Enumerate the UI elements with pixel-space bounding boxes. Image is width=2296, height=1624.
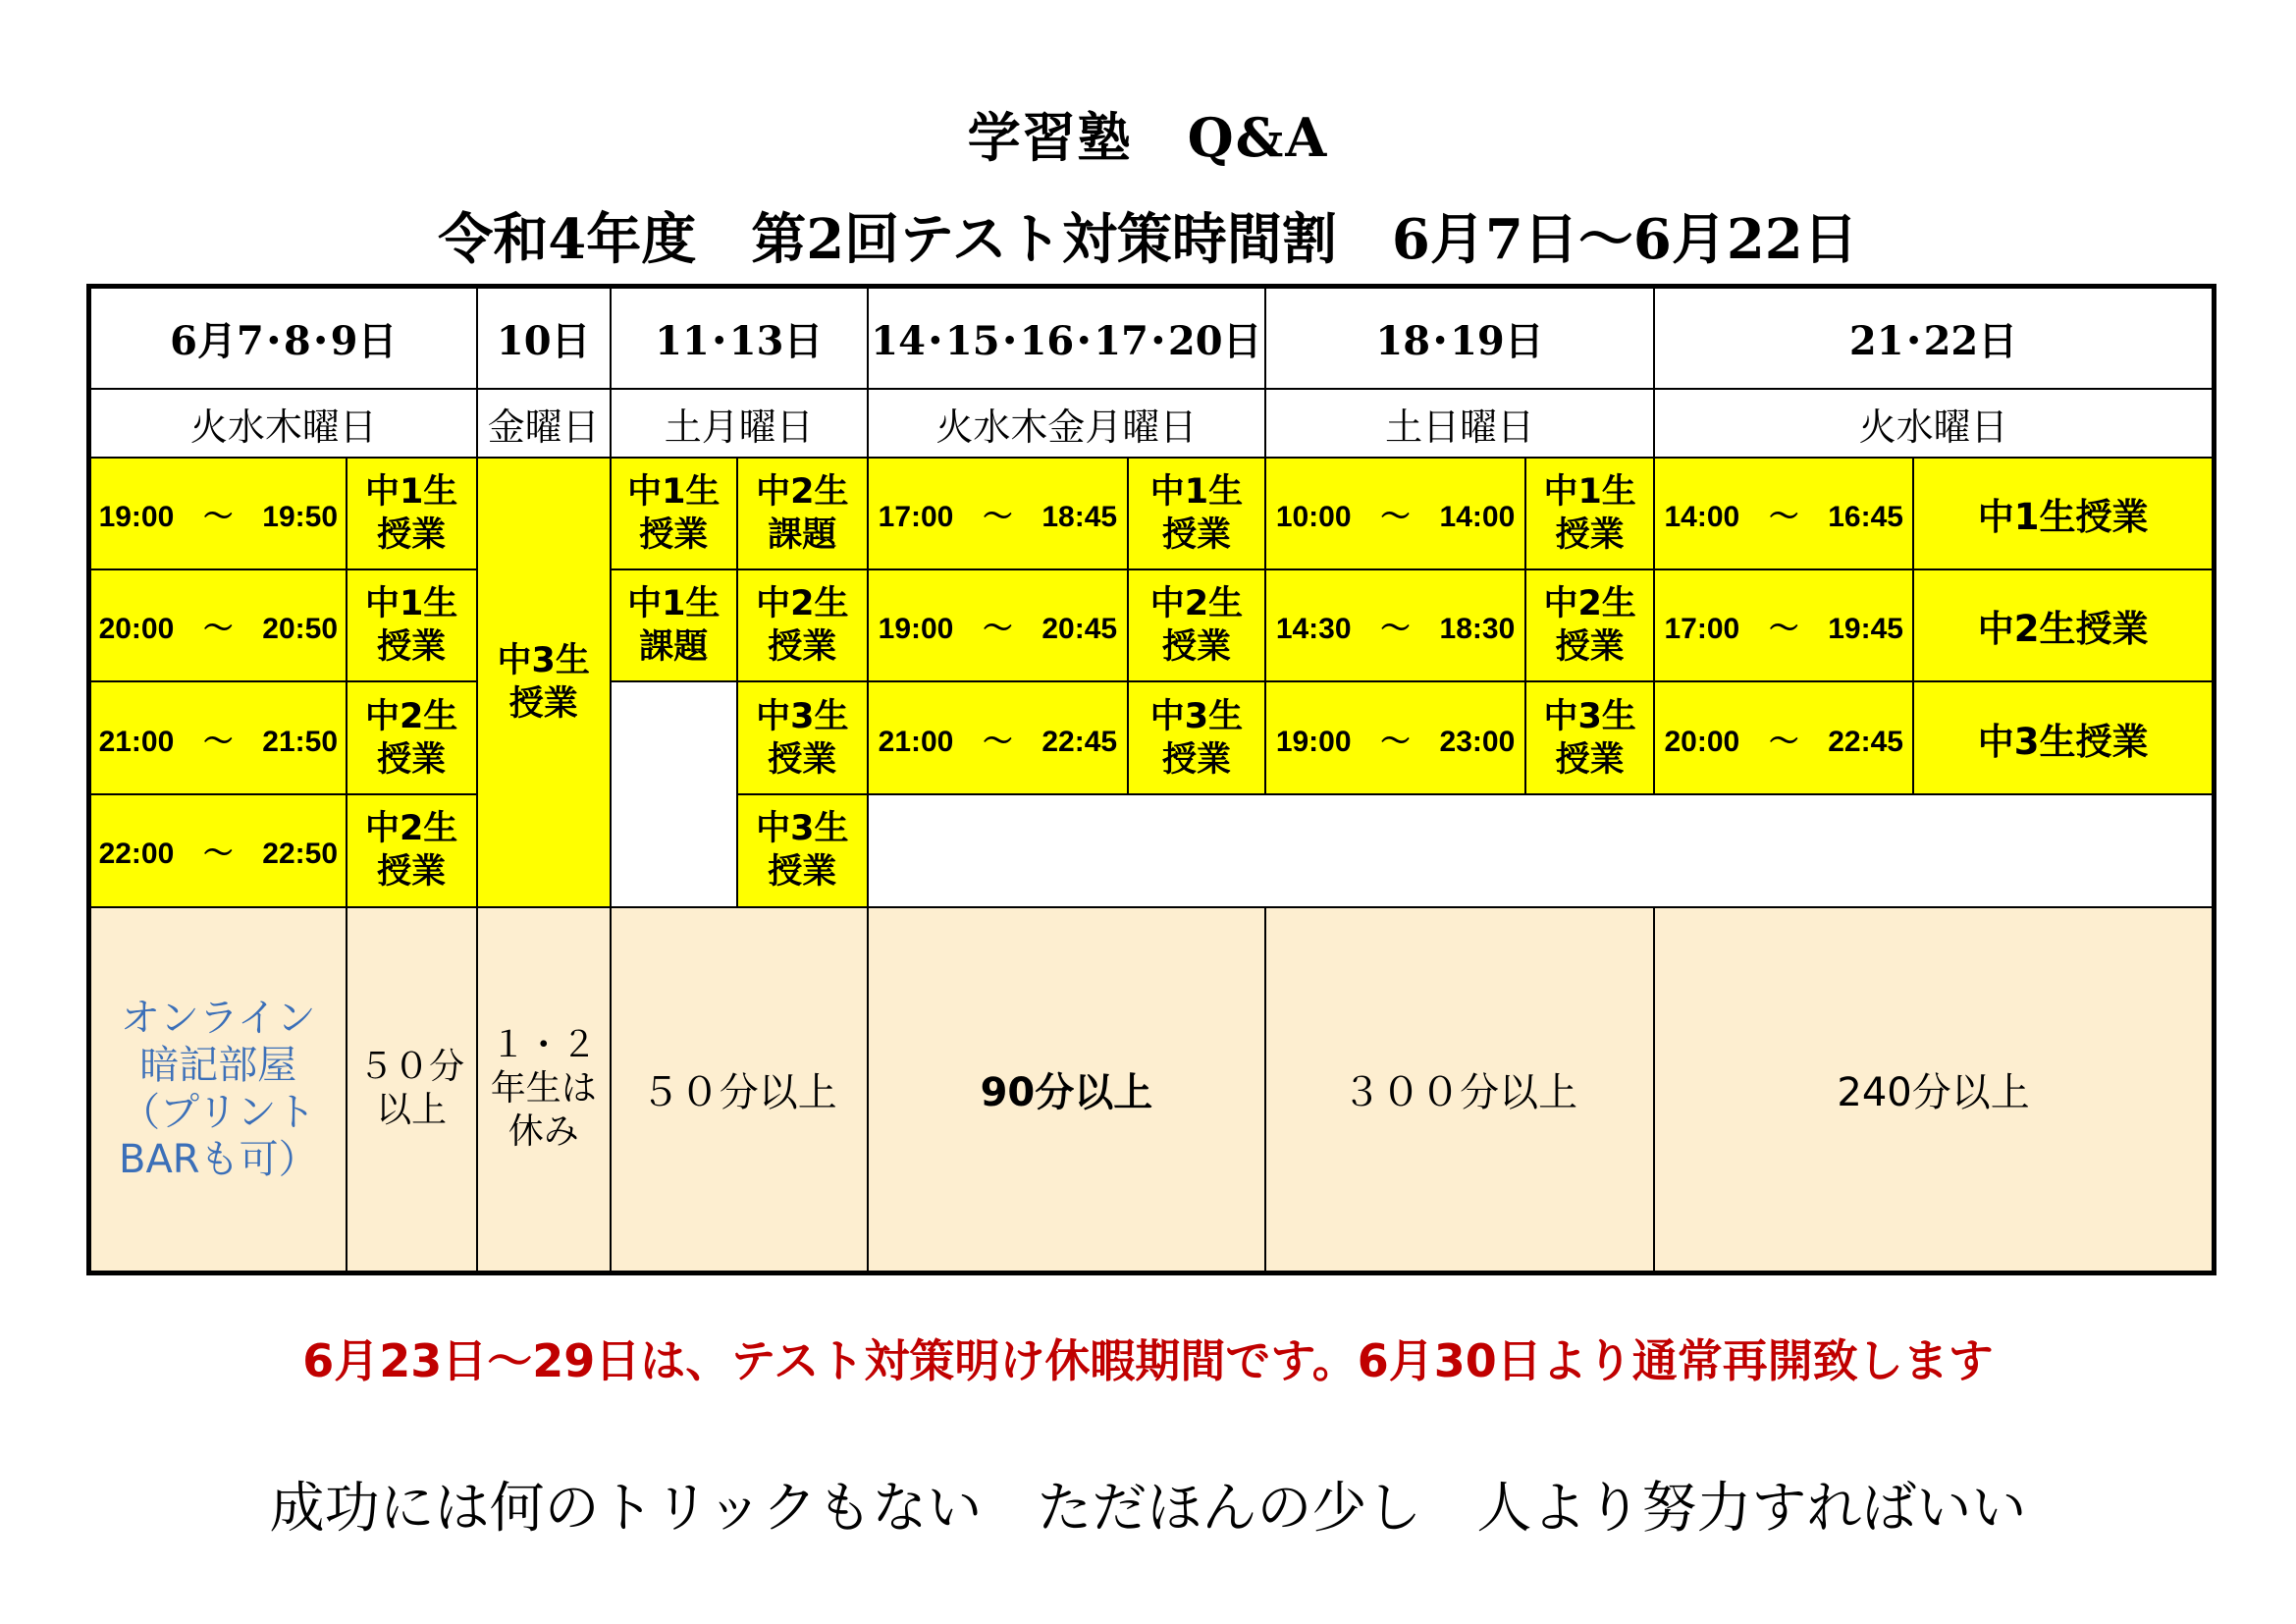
class-label: 中2生 授業 bbox=[737, 569, 868, 682]
header-date: 11･13日 bbox=[611, 287, 868, 390]
time-slot: 14:30 ～ 18:30 bbox=[1265, 569, 1525, 682]
motto: 成功には何のトリックもない ただほんの少し 人より努力すればいい bbox=[269, 1477, 2027, 1541]
empty-cell bbox=[868, 794, 2215, 907]
header-date: 18･19日 bbox=[1265, 287, 1654, 390]
class-label: 中2生 授業 bbox=[1525, 569, 1654, 682]
header-date: 6月7･8･9日 bbox=[89, 287, 477, 390]
header-day-row bbox=[89, 389, 2215, 458]
page-title: 学習塾 Q&A bbox=[967, 106, 1329, 169]
page-subtitle: 令和4年度 第2回テスト対策時間割 6月7日～6月22日 bbox=[438, 207, 1858, 272]
time-slot: 22:00 ～ 22:50 bbox=[89, 794, 347, 907]
class-label: 中1生 課題 bbox=[611, 569, 737, 682]
holiday-notice: 6月23日～29日は、テスト対策明け休暇期間です。6月30日より通常再開致します bbox=[302, 1334, 1994, 1387]
class-label: 中1生 授業 bbox=[611, 458, 737, 569]
time-slot: 21:00 ～ 21:50 bbox=[89, 681, 347, 794]
header-date: 14･15･16･17･20日 bbox=[868, 287, 1265, 390]
time-slot: 17:00 ～ 18:45 bbox=[868, 458, 1128, 569]
time-slot: 10:00 ～ 14:00 bbox=[1265, 458, 1525, 569]
header-date: 21･22日 bbox=[1654, 287, 2214, 390]
class-label: 中2生 授業 bbox=[347, 794, 477, 907]
time-row bbox=[89, 458, 2215, 569]
header-day: 土月曜日 bbox=[611, 389, 868, 458]
note-row bbox=[89, 907, 2215, 1273]
class-label: 中3生授業 bbox=[1913, 681, 2214, 794]
duration-note: １・２ 年生は 休み bbox=[477, 907, 611, 1273]
header-date-row bbox=[89, 287, 2215, 390]
duration-note: 90分以上 bbox=[868, 907, 1265, 1273]
online-note: オンライン 暗記部屋 （プリント BARも可） bbox=[89, 907, 347, 1273]
header-day: 金曜日 bbox=[477, 389, 611, 458]
time-slot: 17:00 ～ 19:45 bbox=[1654, 569, 1913, 682]
time-slot: 19:00 ～ 23:00 bbox=[1265, 681, 1525, 794]
header-day: 土日曜日 bbox=[1265, 389, 1654, 458]
class-label: 中2生授業 bbox=[1913, 569, 2214, 682]
time-slot: 19:00 ～ 19:50 bbox=[89, 458, 347, 569]
duration-note: ５０分以上 bbox=[611, 907, 868, 1273]
time-row bbox=[89, 569, 2215, 682]
header-day: 火水木金月曜日 bbox=[868, 389, 1265, 458]
class-label: 中1生授業 bbox=[1913, 458, 2214, 569]
duration-note: ５０分 以上 bbox=[347, 907, 477, 1273]
class-label: 中3生 授業 bbox=[737, 794, 868, 907]
time-slot: 14:00 ～ 16:45 bbox=[1654, 458, 1913, 569]
duration-note: ３００分以上 bbox=[1265, 907, 1654, 1273]
header-date: 10日 bbox=[477, 287, 611, 390]
class-label: 中1生 授業 bbox=[347, 458, 477, 569]
time-row bbox=[89, 681, 2215, 794]
time-row bbox=[89, 794, 2215, 907]
time-slot: 20:00 ～ 20:50 bbox=[89, 569, 347, 682]
class-label: 中3生 授業 bbox=[1525, 681, 1654, 794]
schedule-table bbox=[86, 284, 2216, 1275]
class-label: 中1生 授業 bbox=[1128, 458, 1265, 569]
class-label: 中3生 授業 bbox=[737, 681, 868, 794]
class-label: 中2生 授業 bbox=[347, 681, 477, 794]
class-label: 中2生 授業 bbox=[1128, 569, 1265, 682]
time-slot: 19:00 ～ 20:45 bbox=[868, 569, 1128, 682]
empty-cell bbox=[611, 681, 737, 906]
time-slot: 21:00 ～ 22:45 bbox=[868, 681, 1128, 794]
class-label: 中3生 授業 bbox=[477, 458, 611, 906]
time-slot: 20:00 ～ 22:45 bbox=[1654, 681, 1913, 794]
class-label: 中2生 課題 bbox=[737, 458, 868, 569]
duration-note: 240分以上 bbox=[1654, 907, 2214, 1273]
class-label: 中1生 授業 bbox=[1525, 458, 1654, 569]
header-day: 火水曜日 bbox=[1654, 389, 2214, 458]
class-label: 中1生 授業 bbox=[347, 569, 477, 682]
class-label: 中3生 授業 bbox=[1128, 681, 1265, 794]
header-day: 火水木曜日 bbox=[89, 389, 477, 458]
